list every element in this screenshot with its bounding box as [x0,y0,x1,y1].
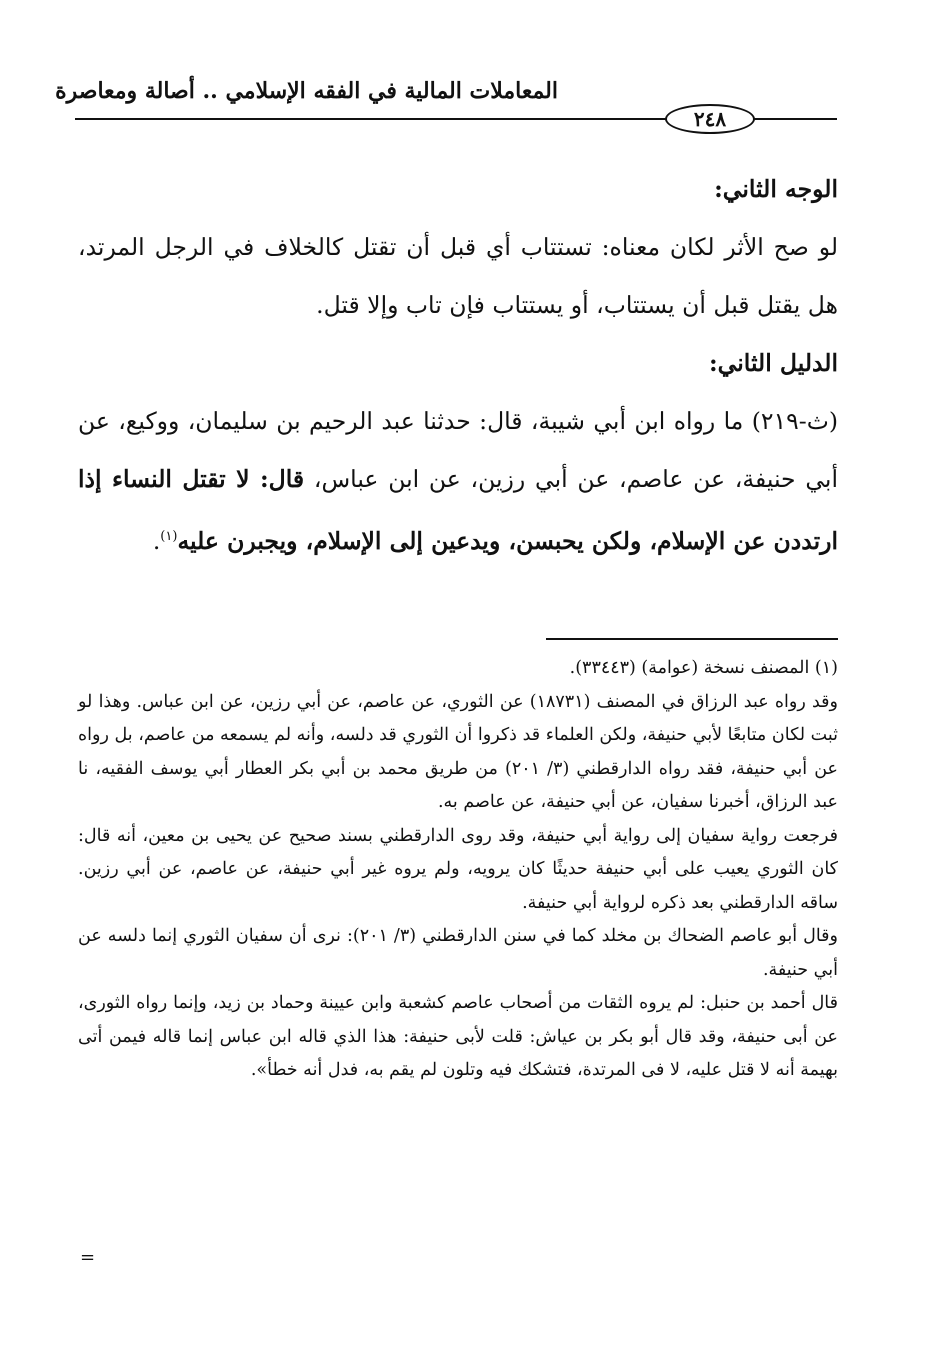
footnote-continuation-mark: = [80,1247,96,1268]
footnote-paragraph: وقد رواه عبد الرزاق في المصنف (١٨٧٣١) عن الثوري، عن عاصم، عن أبي رزين، عن ابن عباس. وهذا لو ثبت لكان متابعًا لأبي حنيفة، ولكن العلماء قد ذكروا أن الثوري قد دلسه، وأنه لم يسمعه من عاصم، بل رواه عن أبي حنيفة، فقد رواه الدارقطني (٣/ ٢٠١) من طريق محمد بن أبي بكر العطار أبي يوسف الفقيه، نا عبد الرزاق، أخبرنا سفيان، عن أبي حنيفة، عن عاصم به. [78,691,838,812]
paragraph-second-evidence [78,392,838,570]
narration-quote: قال: لا تقتل النساء إذا ارتددن عن الإسلام، ولكن يحبسن، ويدعين إلى الإسلام، ويجبرن عليه [78,465,838,555]
footnote-paragraph: فرجعت رواية سفيان إلى رواية أبي حنيفة، وقد روى الدارقطني بسند صحيح عن يحيى بن معين، أنه قال: كان الثوري يعيب على أبي حنيفة حديثًا كان يرويه، ولم يروه غير أبي حنيفة، عن عاصم، عن أبي رزين. ساقه الدارقطني بعد ذكره لرواية أبي حنيفة. [78,825,838,913]
footnotes [78,652,838,1088]
section-heading-second-evidence: الدليل الثاني: [709,349,838,377]
footnote-1: (١) المصنف نسخة (عوامة) (٣٣٤٤٣). [569,658,838,678]
sentence-end: . [152,526,161,555]
footnote-divider [546,638,838,640]
paragraph-second-aspect: لو صح الأثر لكان معناه: تستتاب أي قبل أن تقتل كالخلاف في الرجل المرتد، هل يقتل قبل أن يستتاب، أو يستتاب فإن تاب وإلا قتل. [78,233,838,319]
footnote-paragraph: قال أحمد بن حنبل: لم يروه الثقات من أصحاب عاصم كشعبة وابن عيينة وحماد بن زيد، وإنما رواه الثورى، عن أبى حنيفة، وقد قال أبو بكر بن عياش: قلت لأبى حنيفة: هذا الذي قاله ابن عباس إنما قاله فيمن أتى بهيمة أنه لا قتل عليه، لا فى المرتدة، فتشكك فيه وتلون لم يقم به، فدل أنه خطأ». [78,993,838,1080]
main-text [78,160,838,570]
section-heading-second-aspect: الوجه الثاني: [714,175,838,203]
running-title: المعاملات المالية في الفقه الإسلامي .. أصالة ومعاصرة [55,78,558,104]
footnote-paragraph: وقال أبو عاصم الضحاك بن مخلد كما في سنن الدارقطني (٣/ ٢٠١): نرى أن سفيان الثوري إنما دلسه عن أبي حنيفة. [78,926,838,980]
footnote-reference[interactable]: (١) [160,529,178,544]
narration-chain: (ث-٢١٩) ما رواه ابن أبي شيبة، قال: حدثنا عبد الرحيم بن سليمان، ووكيع، عن أبي حنيفة، عن عاصم، عن أبي رزين، عن ابن عباس، [78,407,838,493]
page-number: ٢٤٨ [665,104,755,134]
